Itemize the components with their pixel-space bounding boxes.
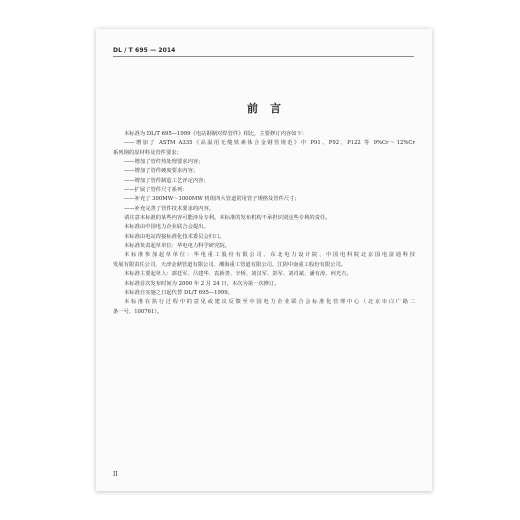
body-line: ——增加了管件热处理要求内容； [124,159,204,166]
body-line: 条一号，100761）。 [113,308,163,315]
body-line: 本标准首次发布时间为 2000 年 2 月 24 日，本次为第一次修订。 [124,280,280,287]
body-line: 本标准在执行过程中的意见或建议反馈至中国电力企业联合会标准化管理中心（北京市白广路二 [124,299,415,306]
body-line: 本标准由电站焊接标准化技术委员会归口。 [124,233,225,240]
body-line: ——增加了 ASTM A335《高温用无缝铁素体合金钢管规范》中 P91、P92、P122 等 9%Cr～12%Cr [124,140,415,147]
body-line: ——补充了 300MW～1000MW 机组四大管道常用管子规格及管件尺寸； [124,196,300,203]
body-line: ——扩展了管件尺寸系列： [124,187,188,194]
body-line: 本标准负责起草单位：华电电力科学研究院。 [124,243,230,250]
body-line: 本标准由中国电力企业联合会提出。 [124,224,209,231]
body-line: 本标准自实施之日起代替 DL/T 695—1999。 [124,289,233,296]
page-title: 前言 [247,102,293,115]
body-line: ——补充完善了管件技术要求的内容。 [124,205,215,212]
body-text [113,130,415,317]
body-line: 本标准主要起草人：郭廷军、吕建华、袁新善、辛桥、刘汉军、彭军、刘肖斌、潘有涛、何光吉。 [124,271,352,278]
body-line: 本标准参加起草单位：华电重工股份有限公司、东北电力设计院、中国电科院北京国电富通科技 [124,252,415,259]
body-line: ——增加了管件制造工艺评定内容； [124,177,209,184]
standard-code: DL / T 695 — 2014 [113,47,176,54]
body-line: ——增加了管件硬度要求内容； [124,168,199,175]
header-rule [113,56,414,57]
page-number: II [113,471,118,478]
document-page [96,29,432,491]
body-line: 请注意本标准的某些内容可能涉及专利。本标准的发布机构不承担识别这些专利的责任。 [124,215,331,222]
body-line: 本标准为 DL/T 695—1999《电站钢制对焊管件》相比，主要修订内容如下： [124,131,308,137]
body-line: 系列钢的原材料及管件要求； [113,149,182,156]
body-line: 发展有限责任公司、天津金鼎管道有限公司、潮海重工管道有限公司、江阴中南重工股份有限公司。 [113,261,347,268]
